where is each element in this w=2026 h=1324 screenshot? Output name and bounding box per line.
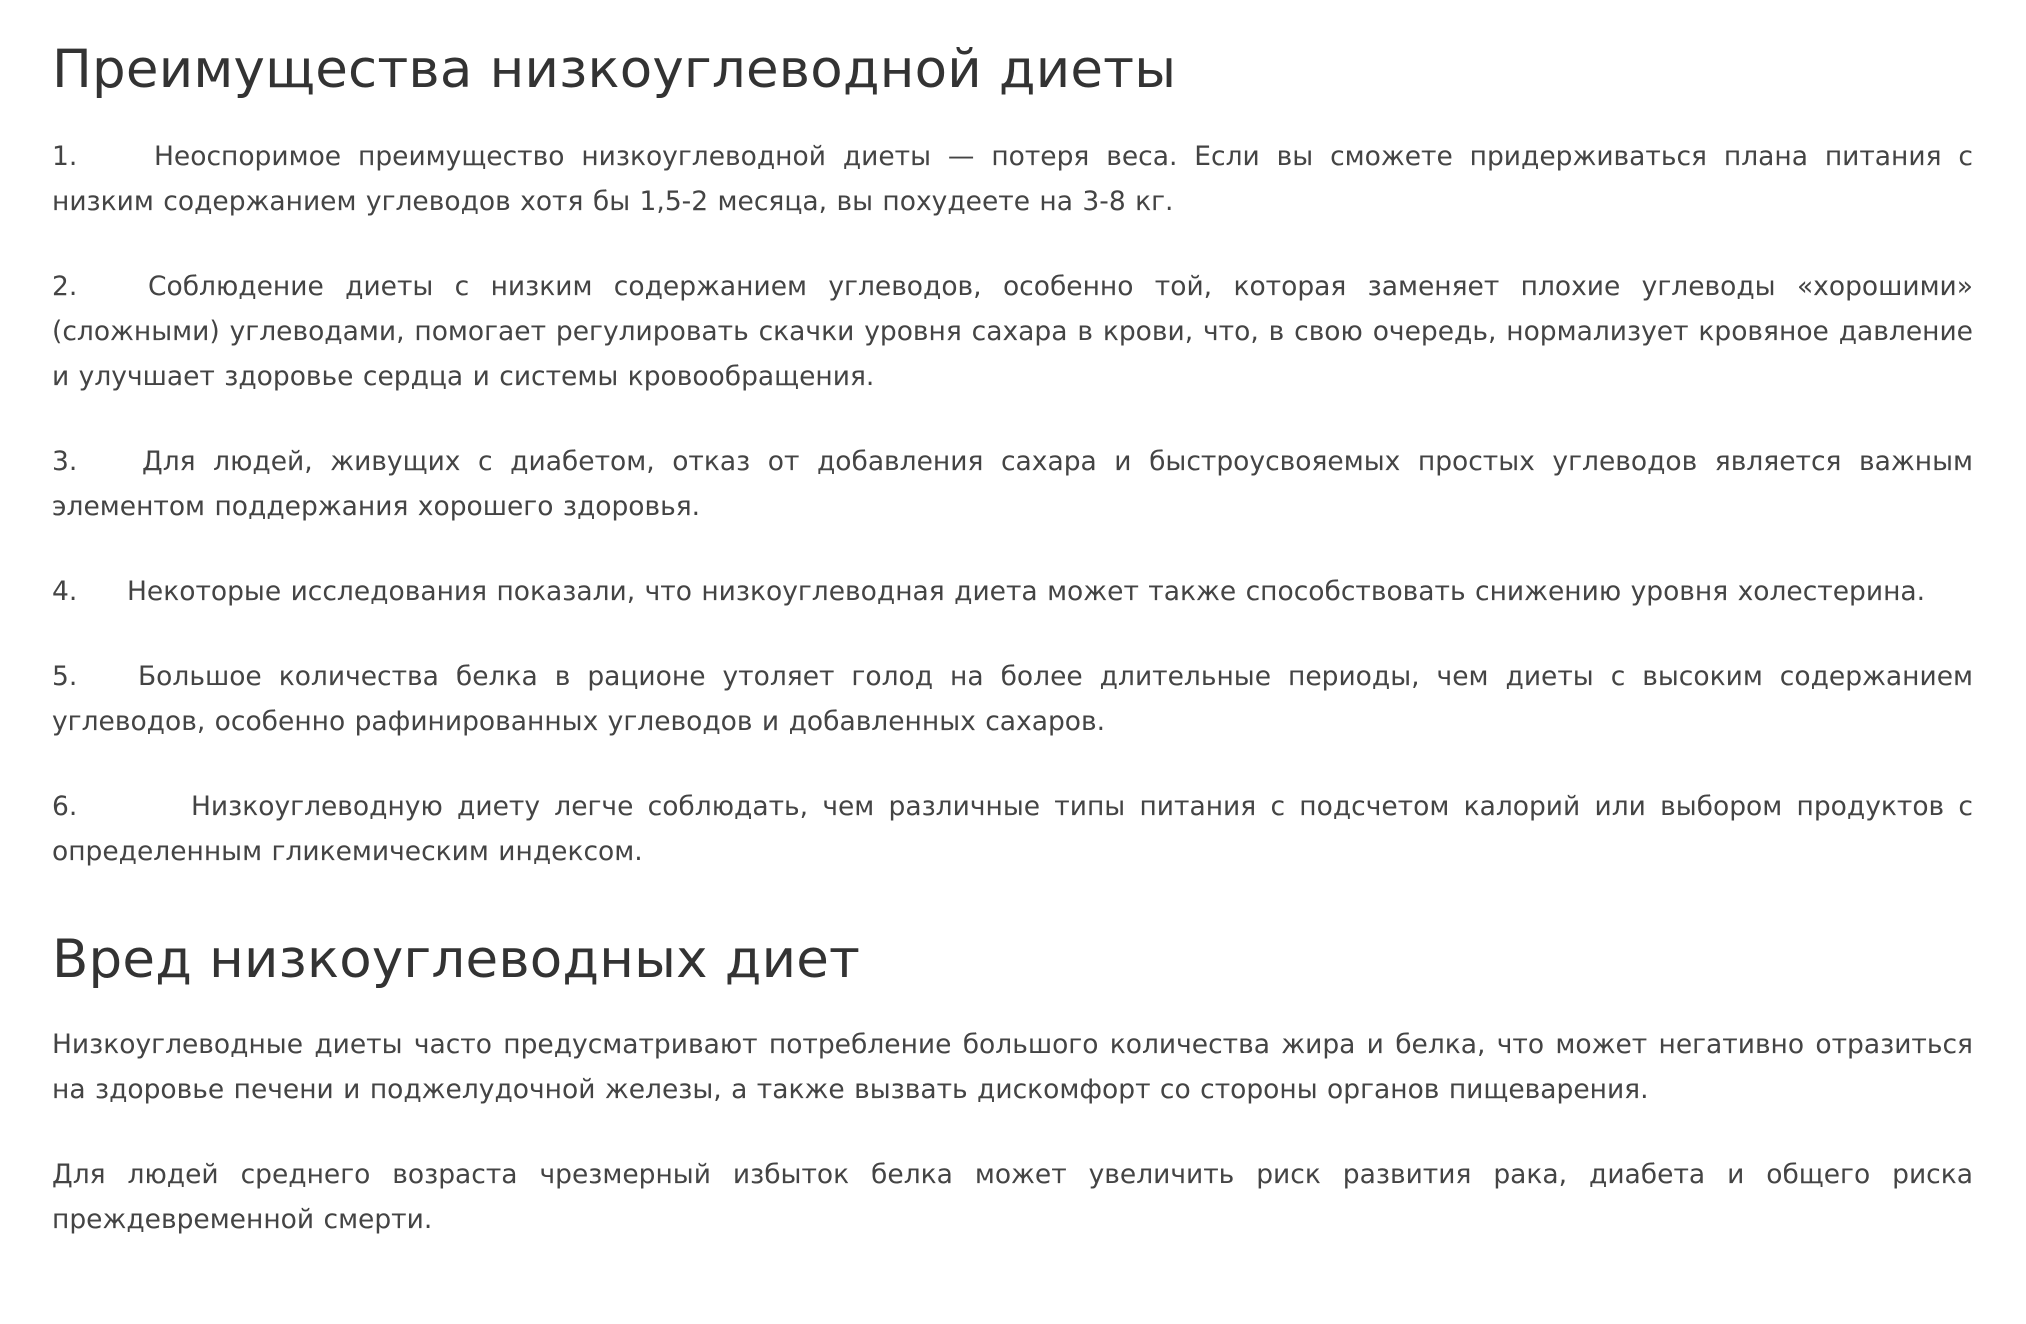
heading-harm: Вред низкоуглеводных диет — [52, 929, 861, 990]
list-item-text: Соблюдение диеты с низким содержанием углеводов, особенно той, которая заменяет плохие углеводы «хорошими» (сложными) углеводами, помогает регулировать скачки уровня сахара в крови, что, в свою очередь, нормализует кровяное давление и улучшает здоровье сердца и системы кровообращения. — [52, 271, 1973, 392]
list-item — [52, 569, 1973, 614]
list-item-number: 5. — [52, 661, 78, 692]
list-item-text: Для людей, живущих с диабетом, отказ от добавления сахара и быстроусвояемых простых углеводов является важным элементом поддержания хорошего здоровья. — [52, 446, 1973, 522]
list-item-text: Некоторые исследования показали, что низкоуглеводная диета может также способствовать снижению уровня холестерина. — [127, 576, 1926, 607]
benefits-list — [52, 134, 1973, 874]
harm-section — [52, 1022, 1973, 1242]
list-item-text: Неоспоримое преимущество низкоуглеводной диеты — потеря веса. Если вы сможете придерживаться плана питания с низким содержанием углеводов хотя бы 1,5-2 месяца, вы похудеете на 3-8 кг. — [52, 141, 1973, 217]
list-item — [52, 654, 1973, 744]
list-item-number: 1. — [52, 141, 78, 172]
list-item-number: 3. — [52, 446, 78, 477]
list-item-text: Низкоуглеводную диету легче соблюдать, чем различные типы питания с подсчетом калорий или выбором продуктов с определенным гликемическим индексом. — [52, 791, 1973, 867]
list-item — [52, 134, 1973, 224]
harm-paragraph: Для людей среднего возраста чрезмерный избыток белка может увеличить риск развития рака, диабета и общего риска преждевременной смерти. — [52, 1159, 1973, 1235]
list-item-text: Большое количества белка в рационе утоляет голод на более длительные периоды, чем диеты с высоким содержанием углеводов, особенно рафинированных углеводов и добавленных сахаров. — [52, 661, 1973, 737]
list-item — [52, 264, 1973, 399]
list-item — [52, 439, 1973, 529]
heading-benefits: Преимущества низкоуглеводной диеты — [52, 39, 1177, 100]
harm-paragraph: Низкоуглеводные диеты часто предусматривают потребление большого количества жира и белка, что может негативно отразиться на здоровье печени и поджелудочной железы, а также вызвать дискомфорт со стороны органов пищеварения. — [52, 1029, 1973, 1105]
list-item-number: 4. — [52, 576, 78, 607]
list-item — [52, 784, 1973, 874]
list-item-number: 2. — [52, 271, 78, 302]
list-item-number: 6. — [52, 791, 78, 822]
